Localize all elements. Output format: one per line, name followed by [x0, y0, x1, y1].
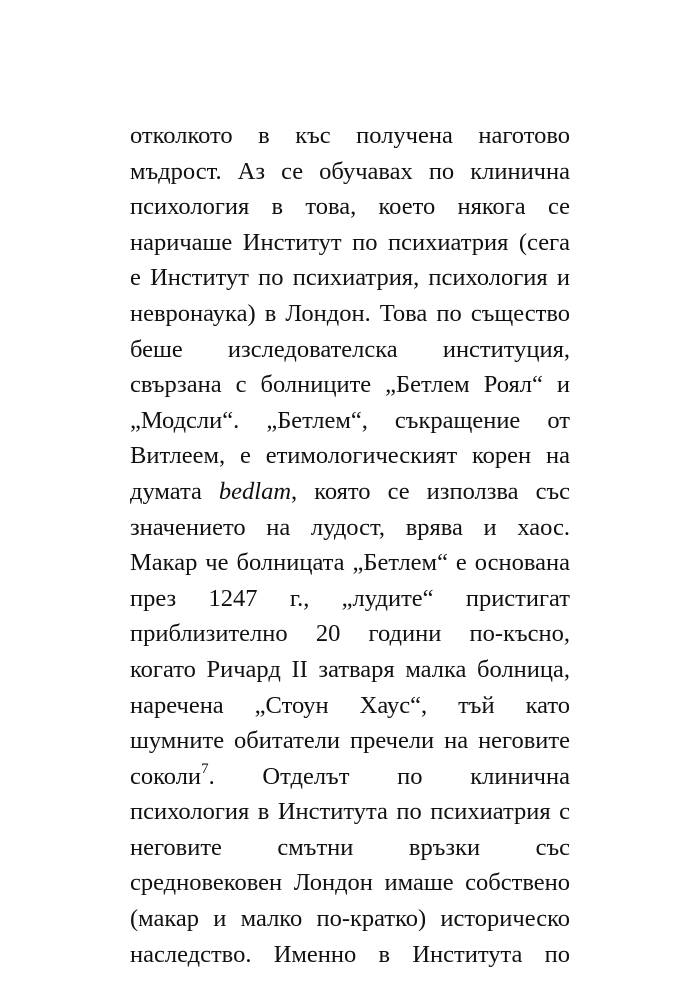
- text-segment: , която се използва със: [291, 477, 570, 505]
- text-line: шумните обитатели пречели на неговите: [130, 727, 570, 755]
- text-line: средновековен Лондон имаше собствено: [130, 869, 570, 897]
- text-line-with-footnote: [130, 759, 570, 795]
- text-line: значението на лудост, врява и хаос.: [130, 513, 570, 541]
- text-line: психология в това, което някога се: [130, 193, 570, 221]
- text-line: „Модсли“. „Бетлем“, съкращение от: [130, 406, 570, 434]
- text-line: мъдрост. Аз се обучавах по клинична: [130, 157, 570, 185]
- text-line: приблизително 20 години по-късно,: [130, 620, 570, 648]
- text-line: Витлеем, е етимологическият корен на: [130, 442, 570, 470]
- text-segment: . Отделът по клинична: [208, 762, 570, 790]
- text-line: свързана с болниците „Бетлем Роял“ и: [130, 371, 570, 399]
- text-line: наричаше Институт по психиатрия (сега: [130, 228, 570, 256]
- italic-word: bedlam: [218, 477, 292, 505]
- text-line: невронаука) в Лондон. Това по същество: [130, 299, 570, 327]
- text-line: беше изследователска институция,: [130, 335, 570, 363]
- text-line: е Институт по психиатрия, психология и: [130, 264, 570, 292]
- text-line: през 1247 г., „лудите“ пристигат: [130, 584, 570, 612]
- text-line: неговите смътни връзки със: [130, 833, 570, 861]
- text-line: наречена „Стоун Хаус“, тъй като: [130, 691, 570, 719]
- text-segment: соколи: [130, 762, 202, 790]
- text-line: психология в Института по психиатрия с: [130, 798, 570, 826]
- text-line: отколкото в къс получена наготово: [130, 122, 570, 149]
- body-paragraph: [130, 118, 570, 972]
- text-line: (макар и малко по-кратко) историческо: [130, 905, 570, 933]
- text-line-with-italic: [130, 474, 570, 510]
- footnote-marker[interactable]: 7: [201, 760, 209, 777]
- text-segment: думата: [130, 477, 219, 505]
- text-line: когато Ричард II затваря малка болница,: [130, 655, 570, 683]
- text-line: наследство. Именно в Института по: [130, 940, 570, 968]
- text-line: Макар че болницата „Бетлем“ е основана: [130, 549, 570, 577]
